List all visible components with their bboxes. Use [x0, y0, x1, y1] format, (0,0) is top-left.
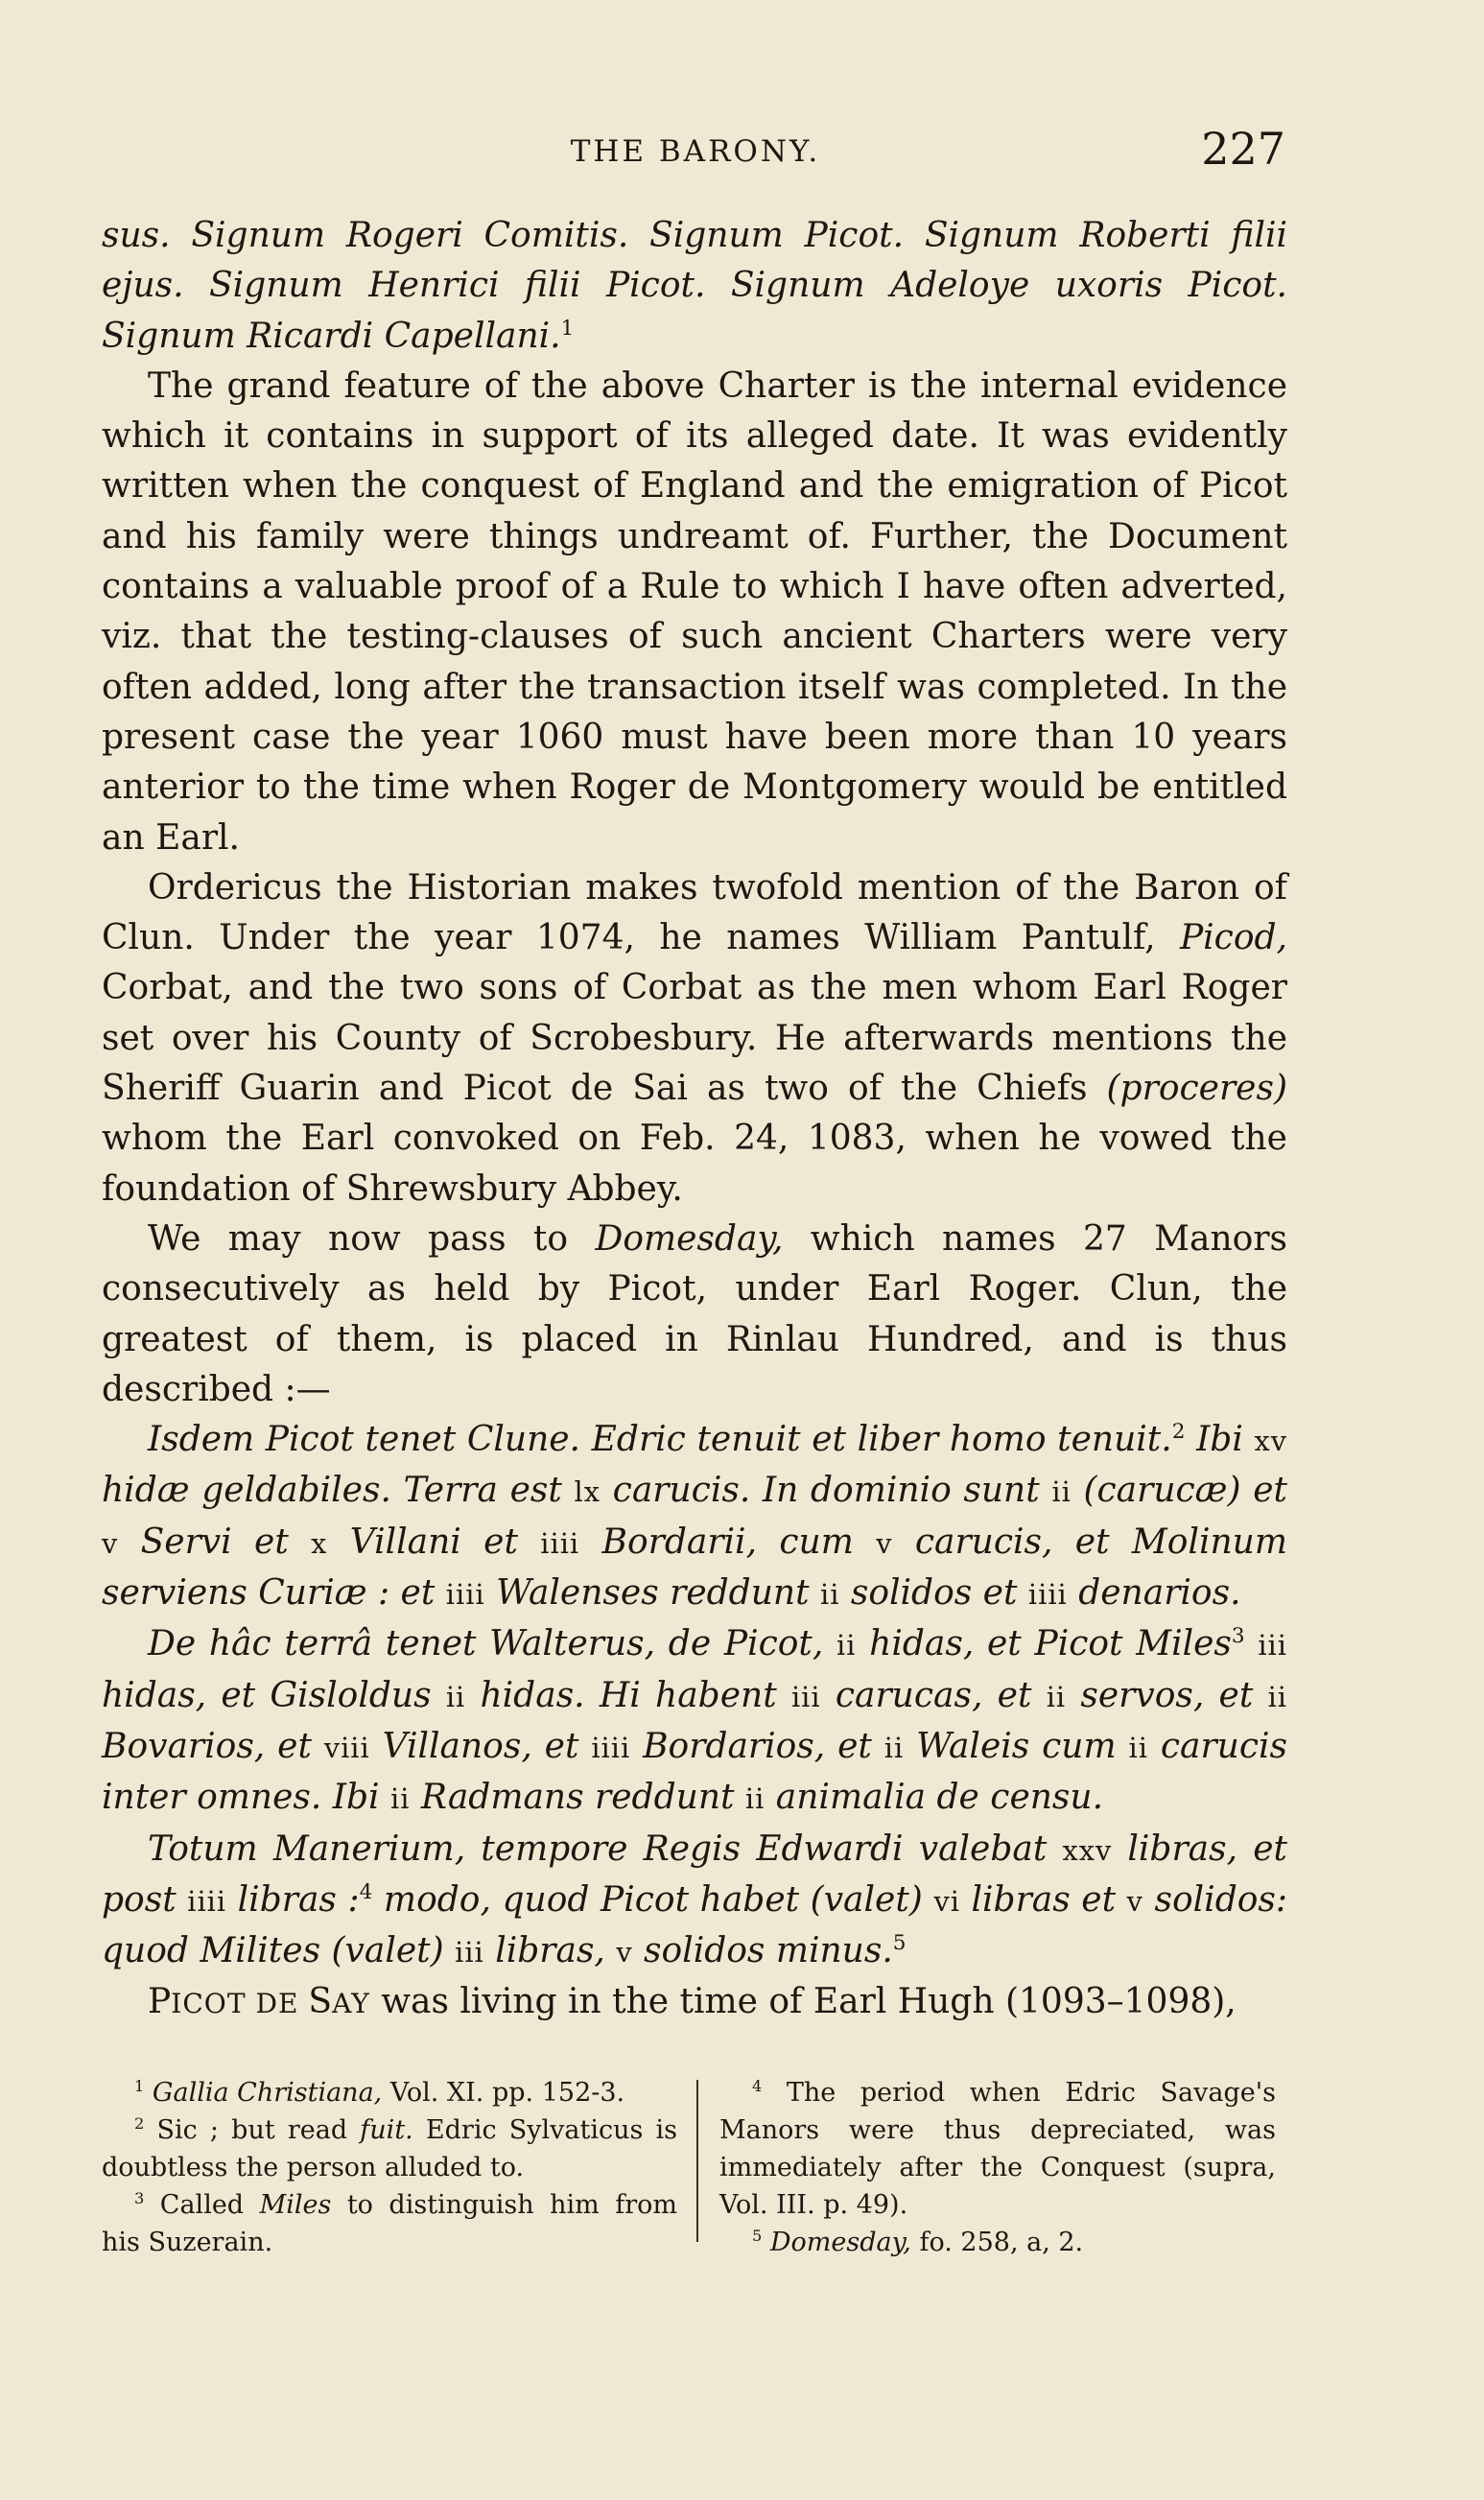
roman-numeral: ii [1267, 1680, 1287, 1713]
small-caps-run: DE [246, 1988, 309, 2020]
italic-run: Totum Manerium, tempore Regis Edwardi valebat [148, 1828, 1063, 1869]
text-run: was living in the time of Earl Hugh (1093–1098), [369, 1982, 1237, 2022]
italic-run: solidos minus. [632, 1931, 893, 1971]
italic-run: Domesday, [769, 2228, 911, 2257]
italic-run: Picod, [1179, 918, 1287, 958]
italic-run: Bovarios, et [102, 1726, 324, 1766]
roman-numeral: iii [790, 1680, 821, 1713]
italic-run: Ibi [1185, 1420, 1243, 1460]
roman-numeral: iiii [1027, 1578, 1068, 1612]
italic-run: modo, quod Picot habet (valet) [372, 1879, 934, 1920]
roman-numeral: ii [836, 1629, 857, 1663]
italic-run: animalia de censu. [765, 1778, 1104, 1818]
footnote-number: 2 [134, 2114, 145, 2133]
italic-run: hidas, et Gisloldus [102, 1675, 446, 1715]
roman-numeral: viii [323, 1731, 370, 1764]
text-run: Ordericus the Historian makes twofold mention of the Baron of Clun. Under the year 1074, he names William Pantulf, [102, 867, 1287, 958]
page-header [106, 123, 1285, 177]
italic-run: (carucæ) et [1071, 1471, 1287, 1511]
italic-run: denarios. [1067, 1573, 1241, 1614]
roman-numeral: xv [1254, 1425, 1287, 1458]
text-run: Sic ; but read [144, 2115, 361, 2145]
text-run: S [308, 1982, 333, 2022]
paragraph-domesday-valuation [102, 1825, 1287, 1978]
text-run: Called [144, 2190, 260, 2220]
italic-run: solidos et [839, 1573, 1028, 1614]
text-run: Vol. XI. pp. 152-3. [382, 2078, 625, 2108]
roman-numeral: ii [445, 1680, 466, 1713]
italic-run: carucis inter omnes. Ibi [102, 1726, 1287, 1818]
italic-run: carucis, et Molinum serviens Curiæ : et [102, 1521, 1287, 1614]
italic-run: libras : [226, 1879, 360, 1920]
italic-run: Villanos, et [369, 1726, 592, 1766]
text-run: We may now pass to [148, 1218, 596, 1259]
italic-run: De hâc terrâ tenet Walterus, de Picot, [148, 1624, 837, 1664]
italic-run: Gallia Christiana, [152, 2078, 383, 2108]
italic-run: fuit. [360, 2115, 413, 2145]
footnote-number: 3 [134, 2189, 145, 2207]
paragraph-domesday-clune [102, 1415, 1287, 1619]
italic-run: servos, et [1066, 1675, 1268, 1715]
roman-numeral: ii [820, 1578, 840, 1612]
paragraph-picot-de-say [102, 1977, 1287, 2029]
footnote-4 [719, 2074, 1276, 2224]
roman-numeral: iiii [187, 1884, 227, 1918]
italic-run: libras et [959, 1879, 1127, 1920]
footnotes [102, 2074, 1287, 2261]
italic-run: carucas, et [820, 1675, 1047, 1715]
paragraph-charter-feature: The grand feature of the above Charter is the internal evidence which it contains in support of its alleged date. It was evidently written when the conquest of England and the emigration of Picot and his family were things undreamt of. Further, the Document contains a valuable proof of a Rule to which I have often adverted, viz. that the testing-clauses of such ancient Charters were very often added, long after the transaction itself was completed. In the present case the year 1060 must have been more than 10 years anterior to the time when Roger de Montgomery would be entitled an Earl. [102, 366, 1287, 858]
italic-run: Bordarios, et [630, 1726, 884, 1766]
charter-signatures: sus. Signum Rogeri Comitis. Signum Picot. Signum Roberti filii ejus. Signum Henrici filii Picot. Signum Adeloye uxoris Picot. Signum Ricardi Capellani. [102, 216, 1287, 356]
italic-run: Miles [259, 2190, 332, 2220]
italic-run: Domesday, [595, 1218, 784, 1259]
footnote-3 [102, 2186, 677, 2261]
text-run: Corbat, and the two sons of Corbat as the men whom Earl Roger set over his County of Scrobesbury. He afterwards mentions the Sheriff Guarin and Picot de Sai as two of the Chiefs [102, 968, 1287, 1109]
italic-run: solidos: quod Milites (valet) [102, 1879, 1288, 1971]
italic-run: carucis. In dominio sunt [601, 1471, 1052, 1511]
roman-numeral: v [1126, 1884, 1143, 1918]
footnote-2 [102, 2111, 677, 2186]
roman-numeral: ii [744, 1782, 766, 1816]
roman-numeral: ii [390, 1782, 411, 1816]
footnote-number: 1 [134, 2077, 145, 2095]
roman-numeral: iiii [591, 1731, 631, 1764]
italic-run: Isdem Picot tenet Clune. Edric tenuit et liber homo tenuit. [148, 1420, 1172, 1460]
paragraph-domesday-walterus [102, 1619, 1287, 1824]
roman-numeral: ii [1051, 1475, 1072, 1509]
italic-run: hidæ geldabiles. Terra est [102, 1471, 575, 1511]
roman-numeral: lx [574, 1475, 601, 1509]
footnote-ref-4: 4 [359, 1879, 373, 1904]
paragraph-domesday-intro [102, 1215, 1287, 1415]
footnote-ref-5: 5 [892, 1931, 907, 1956]
italic-run: Villani et [327, 1521, 541, 1562]
footnote-number: 4 [752, 2077, 763, 2095]
footnote-ref-1: 1 [560, 316, 575, 341]
paragraph-testing-clause [102, 211, 1287, 362]
footnotes-right-column [698, 2074, 1276, 2261]
italic-run: Servi et [118, 1521, 312, 1562]
roman-numeral: iiii [540, 1526, 580, 1560]
roman-numeral: x [311, 1526, 328, 1560]
roman-numeral: vi [933, 1884, 960, 1918]
italic-run: libras, [483, 1931, 617, 1971]
text-run: The period when Edric Savage's Manors were thus depreciated, was immediately after the Conquest (supra, Vol. III. p. 49). [719, 2078, 1276, 2220]
running-title: THE BARONY. [570, 134, 821, 169]
roman-numeral: iii [455, 1936, 484, 1969]
text-run: to distinguish him from his Suzerain. [102, 2190, 677, 2257]
paragraph-ordericus [102, 863, 1287, 1215]
text-run: fo. 258, a, 2. [910, 2228, 1084, 2257]
roman-numeral: v [876, 1526, 893, 1560]
roman-numeral: ii [883, 1731, 905, 1764]
text-run: P [148, 1982, 172, 2022]
roman-numeral: ii [1128, 1731, 1148, 1764]
italic-run: hidas, et Picot Miles [856, 1624, 1232, 1664]
text-run: whom the Earl convoked on Feb. 24, 1083, when he vowed the foundation of Shrewsbury Abbey. [102, 1119, 1287, 1209]
roman-numeral: v [616, 1936, 633, 1969]
footnote-ref-3: 3 [1231, 1624, 1245, 1649]
italic-run: Walenses reddunt [484, 1573, 820, 1614]
text-run: Edric Sylvaticus is doubtless the person alluded to. [102, 2115, 677, 2182]
roman-numeral: iiii [445, 1578, 485, 1612]
italic-run: Radmans reddunt [410, 1778, 745, 1818]
main-text [102, 211, 1287, 2030]
text-run: which names 27 Manors consecutively as held by Picot, under Earl Roger. Clun, the greatest of them, is placed in Rinlau Hundred, and is thus described :— [102, 1218, 1288, 1409]
footnote-ref-2: 2 [1171, 1420, 1186, 1445]
roman-numeral: ii [1046, 1680, 1067, 1713]
roman-numeral: iii [1258, 1629, 1287, 1663]
small-caps-run: ICOT [171, 1988, 247, 2020]
italic-run: (proceres) [1106, 1069, 1287, 1109]
footnote-number: 5 [752, 2227, 763, 2245]
footnote-1 [102, 2074, 677, 2111]
small-caps-run: AY [332, 1988, 370, 2020]
footnote-5 [719, 2224, 1276, 2261]
roman-numeral: v [102, 1526, 119, 1560]
footnotes-left-column [102, 2074, 696, 2261]
italic-run: hidas. Hi habent [465, 1675, 791, 1715]
page-number: 227 [1201, 123, 1285, 175]
italic-run: libras, et post [102, 1828, 1287, 1920]
italic-run: Waleis cum [904, 1726, 1129, 1766]
italic-run: Bordarii, cum [579, 1521, 877, 1562]
roman-numeral: xxv [1062, 1833, 1113, 1867]
